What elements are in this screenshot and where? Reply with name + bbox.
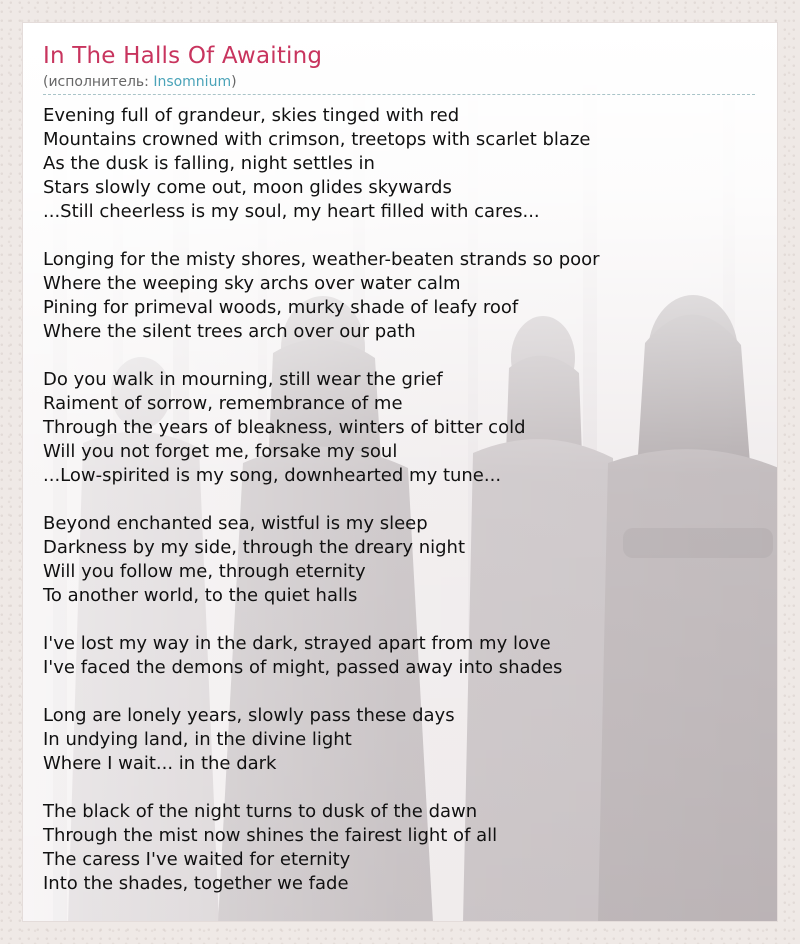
- stanza: [43, 368, 757, 488]
- lyric-line: Evening full of grandeur, skies tinged with red: [43, 105, 460, 126]
- lyric-line: In undying land, in the divine light: [43, 729, 352, 750]
- song-title: In The Halls Of Awaiting: [43, 43, 323, 69]
- lyric-line: To another world, to the quiet halls: [43, 585, 358, 606]
- lyric-line: The black of the night turns to dusk of the dawn: [43, 801, 478, 822]
- stanza: [43, 704, 757, 776]
- artist-link[interactable]: Insomnium: [153, 74, 232, 90]
- lyric-line: Into the shades, together we fade: [43, 873, 349, 894]
- stanza: [43, 248, 757, 344]
- lyric-line: Darkness by my side, through the dreary night: [43, 537, 466, 558]
- stanza: [43, 800, 757, 896]
- lyric-line: Long are lonely years, slowly pass these days: [43, 705, 455, 726]
- lyric-line: I've faced the demons of might, passed away into shades: [43, 657, 563, 678]
- lyric-line: As the dusk is falling, night settles in: [43, 153, 375, 174]
- lyrics-content: [23, 23, 777, 896]
- lyric-line: I've lost my way in the dark, strayed apart from my love: [43, 633, 551, 654]
- lyrics-text: [43, 104, 757, 896]
- stanza: [43, 632, 757, 680]
- lyric-line: Do you walk in mourning, still wear the grief: [43, 369, 443, 390]
- stanza: [43, 512, 757, 608]
- stanza: [43, 104, 757, 224]
- lyric-line: Stars slowly come out, moon glides skywards: [43, 177, 452, 198]
- lyric-line: The caress I've waited for eternity: [43, 849, 351, 870]
- lyric-line: Through the mist now shines the fairest light of all: [43, 825, 498, 846]
- lyric-line: ...Low-spirited is my song, downhearted my tune...: [43, 465, 502, 486]
- lyric-line: Will you follow me, through eternity: [43, 561, 366, 582]
- lyric-line: Where the silent trees arch over our path: [43, 321, 416, 342]
- lyric-line: Pining for primeval woods, murky shade of leafy roof: [43, 297, 519, 318]
- artist-suffix: ): [231, 74, 237, 90]
- lyric-line: Where the weeping sky archs over water calm: [43, 273, 461, 294]
- lyric-line: Raiment of sorrow, remembrance of me: [43, 393, 403, 414]
- lyric-line: Longing for the misty shores, weather-beaten strands so poor: [43, 249, 600, 270]
- lyric-line: Through the years of bleakness, winters of bitter cold: [43, 417, 526, 438]
- lyric-line: Mountains crowned with crimson, treetops with scarlet blaze: [43, 129, 591, 150]
- lyric-line: Where I wait... in the dark: [43, 753, 277, 774]
- lyric-line: Will you not forget me, forsake my soul: [43, 441, 398, 462]
- lyric-line: Beyond enchanted sea, wistful is my sleep: [43, 513, 428, 534]
- artist-line: [43, 72, 755, 95]
- lyrics-card: [22, 22, 778, 922]
- lyric-line: ...Still cheerless is my soul, my heart filled with cares...: [43, 201, 540, 222]
- artist-prefix: (исполнитель:: [43, 74, 154, 90]
